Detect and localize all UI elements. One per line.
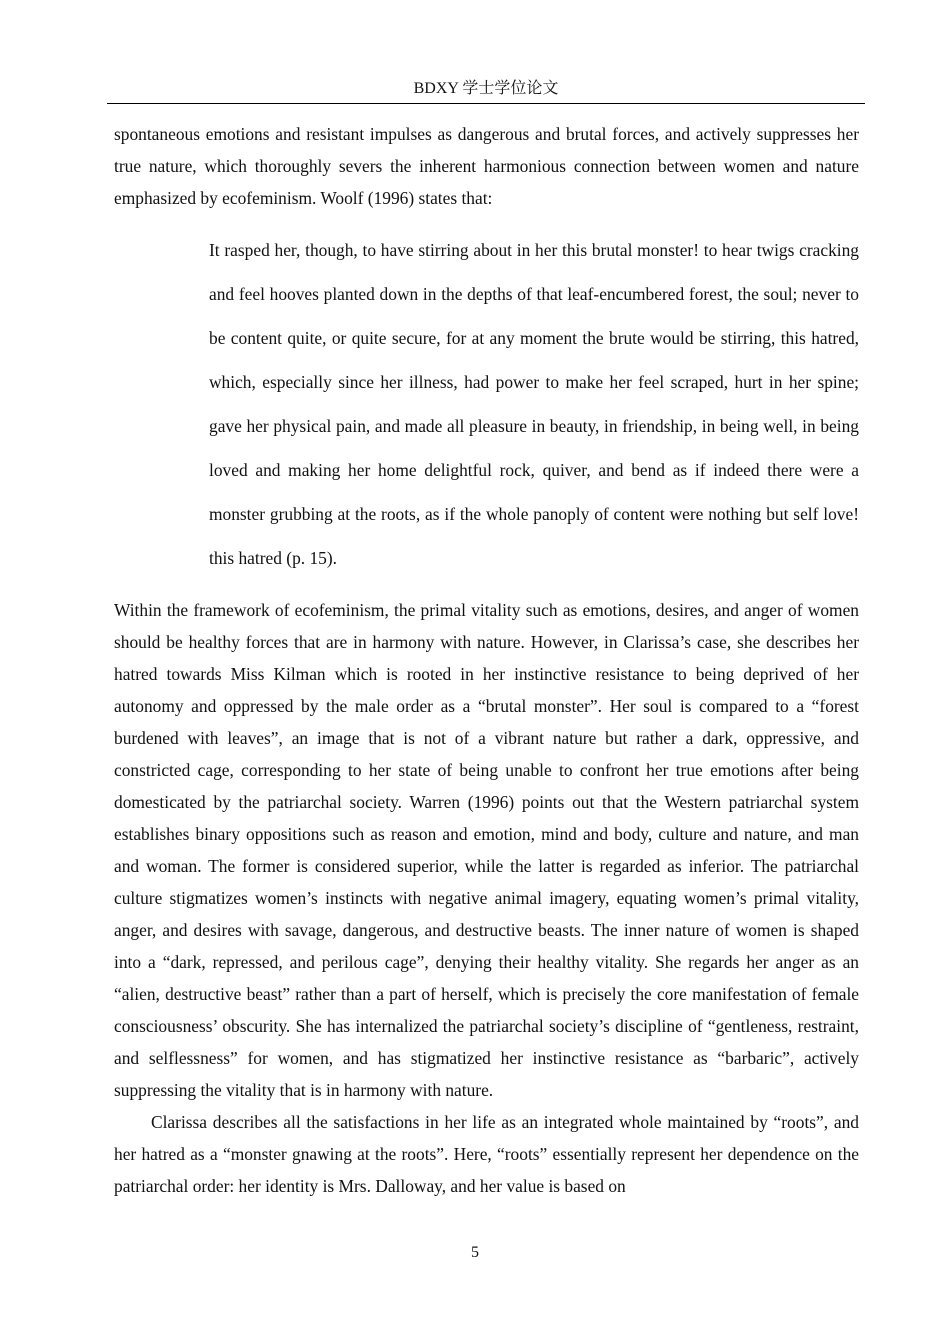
page-footer bbox=[0, 1242, 950, 1264]
body-paragraph-2: Within the framework of ecofeminism, the primal vitality such as emotions, desires, and anger of women should be healthy forces that are in harmony with nature. However, in Clarissa’s case, she describes her hatred towards Miss Kilman which is rooted in her instinctive resistance to being deprived of her autonomy and oppressed by the male order as a “brutal monster”. Her soul is compared to a “forest burdened with leaves”, an image that is not of a vibrant nature but rather a dark, oppressive, and constricted cage, corresponding to her state of being unable to confront her true emotions after being domesticated by the patriarchal society. Warren (1996) points out that the Western patriarchal system establishes binary oppositions such as reason and emotion, mind and body, culture and nature, and man and woman. The former is considered superior, while the latter is regarded as inferior. The patriarchal culture stigmatizes women’s instincts with negative animal imagery, equating women’s primal vitality, anger, and desires with savage, dangerous, and destructive beasts. The inner nature of women is shaped into a “dark, repressed, and perilous cage”, denying their healthy vitality. She regards her anger as an “alien, destructive beast” rather than a part of herself, which is precisely the core manifestation of female consciousness’ obscurity. She has internalized the patriarchal society’s discipline of “gentleness, restraint, and selflessness” for women, and has stigmatized her instinctive resistance as “barbaric”, actively suppressing the vitality that is in harmony with nature. bbox=[114, 600, 859, 1100]
body-paragraph-1: spontaneous emotions and resistant impulses as dangerous and brutal forces, and actively suppresses her true nature, which thoroughly severs the inherent harmonious connection between women and nature emphasized by ecofeminism. Woolf (1996) states that: bbox=[114, 124, 859, 208]
running-header bbox=[107, 78, 865, 104]
body-paragraph-3: Clarissa describes all the satisfactions in her life as an integrated whole maintained by “roots”, and her hatred as a “monster gnawing at the roots”. Here, “roots” essentially represent her dependence on the patriarchal order: her identity is Mrs. Dalloway, and her value is based on bbox=[114, 1112, 859, 1196]
page-body bbox=[114, 118, 859, 1202]
page-number: 5 bbox=[471, 1244, 479, 1261]
block-quote: It rasped her, though, to have stirring about in her this brutal monster! to hear twigs cracking and feel hooves planted down in the depths of that leaf-encumbered forest, the soul; never to be content quite, or quite secure, for at any moment the brute would be stirring, this hatred, which, especially since her illness, had power to make her feel scraped, hurt in her spine; gave her physical pain, and made all pleasure in beauty, in friendship, in being well, in being loved and making her home delightful rock, quiver, and bend as if indeed there were a monster grubbing at the roots, as if the whole panoply of content were nothing but self love! this hatred (p. 15). bbox=[209, 240, 859, 568]
header-title: BDXY 学士学位论文 bbox=[413, 80, 559, 97]
